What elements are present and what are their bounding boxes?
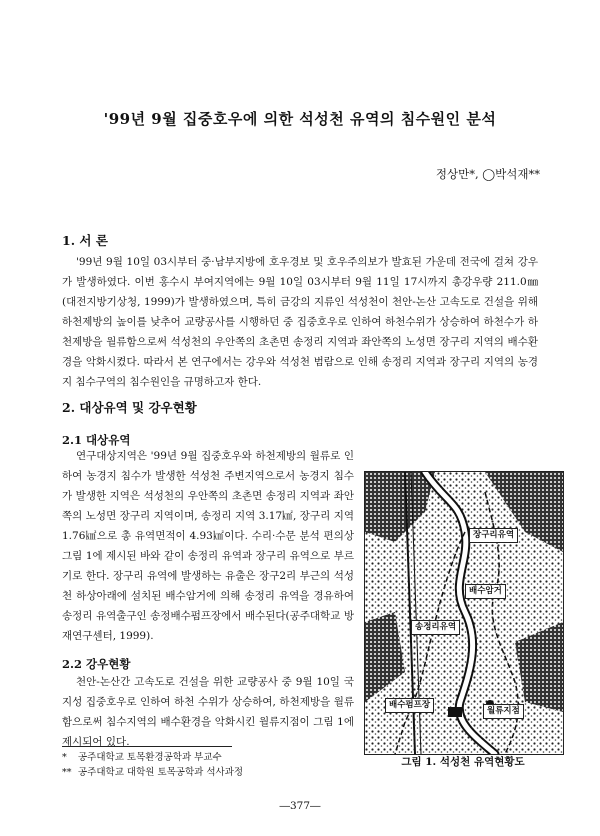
figure-caption: 그림 1. 석성천 유역현황도: [401, 756, 525, 768]
footnote-2-mark: **: [62, 767, 72, 778]
footnote-1-mark: *: [62, 752, 67, 763]
section-1-heading: 1. 서 론: [62, 233, 108, 248]
footnote-1: [62, 750, 243, 765]
map-label-culvert: 배수암거: [465, 584, 506, 599]
footnote-2: [62, 765, 243, 780]
section-1-paragraph: [62, 252, 538, 392]
footnote-2-text: 공주대학교 대학원 토목공학과 석사과정: [78, 767, 244, 778]
subsection-2-2-heading: 2.2 강우현황: [62, 657, 131, 671]
subsection-2-1-heading: 2.1 대상유역: [62, 433, 131, 447]
map-label-overflow-point: 월류지점: [483, 704, 524, 719]
map-label-janggu: 장구리유역: [469, 528, 518, 543]
section-2-heading: 2. 대상유역 및 강우현황: [62, 400, 197, 415]
watershed-map-figure: [364, 471, 564, 755]
subsection-2-2-paragraph: [62, 672, 354, 752]
section-1-text: '99년 9월 10일 03시부터 중·남부지방에 호우경보 및 호우주의보가 발효된 가운데 전국에 걸쳐 강우가 발생하였다. 이번 홍수시 부여지역에는 9월 10일 03시부터 9월 11일 17시까지 총강우량 211.0㎜(대전지방기상청, 1999)가 발생하였으며, 특히 금강의 지류인 석성천이 천안-논산 고속도로 건설을 위해 하천제방의 높이를 낮추어 교량공사를 시행하던 중 집중호우로 인하여 하천수위가 상승하여 하천수가 하천제방을 월류함으로써 석성천의 우안쪽의 초촌면 송정리 지역과 좌안쪽의 노성면 장구리 지역의 배수환경을 악화시켰다. 따라서 본 연구에서는 강우와 석성천 범람으로 인해 송정리 지역과 장구리 지역의 농경지 침수구역의 침수원인을 규명하고자 한다.: [62, 256, 538, 388]
map-label-pump-station: 배수펌프장: [385, 698, 434, 713]
footnote-1-text: 공주대학교 토목환경공학과 부교수: [78, 752, 222, 763]
subsection-2-1-paragraph: [62, 446, 354, 646]
map-label-songjeong: 송정리유역: [411, 620, 460, 635]
paper-title: '99년 9월 집중호우에 의한 석성천 유역의 침수원인 분석: [103, 110, 497, 128]
footnote-divider: [62, 746, 232, 747]
subsection-2-2-text: 천안-논산간 고속도로 건설을 위한 교량공사 중 9월 10일 국지성 집중호우로 인하여 하천 수위가 상승하여, 하천제방을 월류함으로써 침수지역의 배수환경을 악화시킨 월류지점이 그림 1에 제시되어 있다.: [62, 676, 354, 748]
subsection-2-1-text: 연구대상지역은 '99년 9월 집중호우와 하천제방의 월류로 인하여 농경지 침수가 발생한 석성천 주변지역으로서 농경지 침수가 발생한 지역은 석성천의 우안쪽의 초촌면 송정리 지역과 좌안쪽의 노성면 장구리 지역이며, 송정리 지역 3.17㎢, 장구리 지역 1.76㎢으로 총 유역면적이 4.93㎢이다. 수리·수문 분석 편의상 그림 1에 제시된 바와 같이 송정리 유역과 장구리 유역으로 부르기로 한다. 장구리 유역에 발생하는 유출은 장구2리 부근의 석성천 하상아래에 설치된 배수암거에 의해 송정리 유역을 경유하여 송정리 유역출구인 송정배수펌프장에서 배수된다(공주대학교 방재연구센터, 1999).: [62, 450, 354, 642]
footnotes: [62, 750, 243, 780]
page-number: ―377―: [279, 800, 321, 812]
author-list: 정상만*, ◯박석재**: [435, 167, 540, 181]
